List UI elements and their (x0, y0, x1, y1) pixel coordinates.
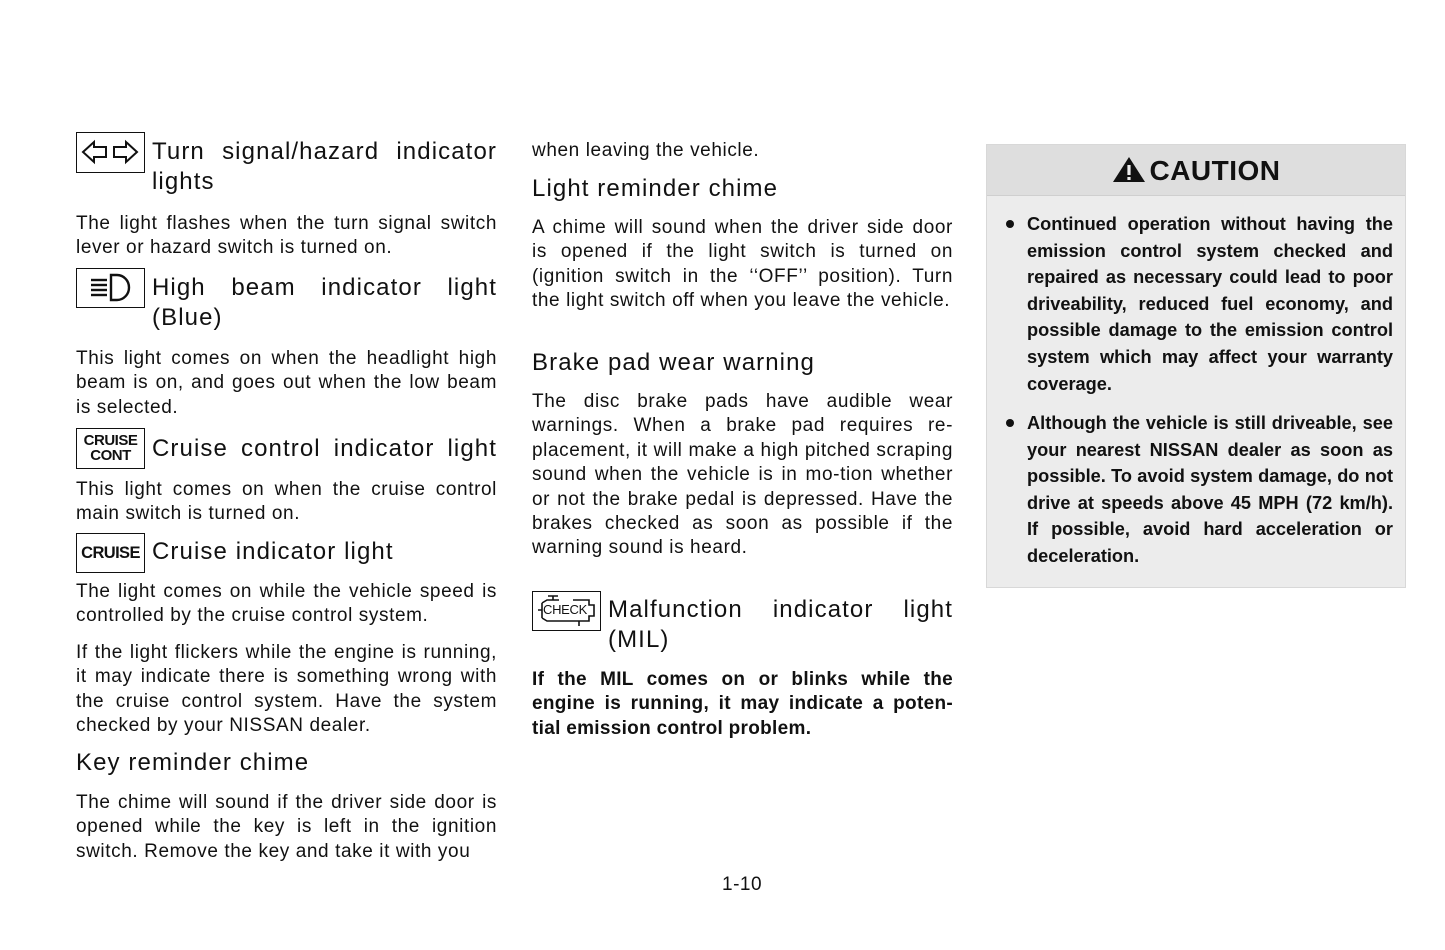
key-reminder-body: The chime will sound if the driver side door is opened while the key is left in the ignition switch. Remove the key and take it with you (76, 792, 497, 862)
turn-signal-arrows-icon (76, 132, 145, 173)
light-reminder-heading: Light reminder chime (532, 175, 779, 202)
cruise-body-1: The light comes on while the vehicle speed is controlled by the cruise control system. (76, 581, 497, 627)
warning-triangle-icon (1111, 148, 1147, 200)
cruise-body-2: If the light flickers while the engine is running, it may indicate there is something wrong with the cruise control system. Have the system checked by your NISSAN dealer. (76, 642, 497, 737)
caution-header (987, 145, 1405, 196)
cruise-control-icon-top: CRUISE (83, 432, 138, 449)
caution-bullet-2-text: Although the vehicle is still driveable, see your nearest NISSAN dealer as soon as possible. To avoid system damage, do not drive at speeds above 45 MPH (72 km/h). If possible, avoid hard acceleration or deceleration. (1027, 413, 1393, 566)
cruise-control-heading: Cruise control indicator light (152, 435, 497, 462)
bullet-dot-icon (1006, 419, 1014, 427)
cruise-control-icon-bottom: CONT (90, 447, 131, 464)
bullet-dot-icon (1006, 220, 1014, 228)
cruise-control-body: This light comes on when the cruise control main switch is turned on. (76, 479, 497, 525)
caution-box (986, 144, 1406, 588)
turn-signal-heading: Turn signal/hazard indicator (152, 138, 497, 165)
cruise-control-icon (76, 428, 145, 469)
mil-heading: Malfunction indicator light (608, 596, 953, 623)
mil-heading-line2: (MIL) (608, 626, 670, 653)
mil-body: If the MIL comes on or blinks while the engine is running, it may indicate a poten-tial emission control problem. (532, 669, 953, 739)
high-beam-heading: High beam indicator light (152, 274, 497, 301)
cruise-heading: Cruise indicator light (152, 538, 394, 565)
cruise-icon-text: CRUISE (81, 544, 140, 562)
light-reminder-body: A chime will sound when the driver side door is opened if the light switch is turned on (ignition switch in the ‘‘OFF’’ position). Turn the light switch off when you leave the vehicle. (532, 217, 953, 312)
cruise-icon (76, 533, 145, 573)
caution-title: CAUTION (1149, 155, 1281, 186)
page-number: 1-10 (722, 874, 763, 895)
brake-pad-heading: Brake pad wear warning (532, 349, 816, 376)
continued-text: when leaving the vehicle. (532, 140, 760, 161)
turn-signal-body: The light flashes when the turn signal switch lever or hazard switch is turned on. (76, 213, 497, 259)
caution-bullet-1-text: Continued operation without having the emission control system checked and repaired as necessary could lead to poor driveability, reduced fuel economy, and possible damage to the emission control system which may affect your warranty coverage. (1027, 214, 1393, 394)
high-beam-icon (76, 268, 145, 308)
key-reminder-heading: Key reminder chime (76, 749, 310, 776)
high-beam-heading-line2: (Blue) (152, 304, 223, 331)
check-engine-icon-text: CHECK (543, 602, 588, 617)
check-engine-icon (532, 591, 601, 631)
turn-signal-heading-line2: lights (152, 168, 215, 195)
caution-bullet-2 (1027, 410, 1393, 570)
caution-bullet-1 (1027, 211, 1393, 397)
high-beam-body: This light comes on when the headlight high beam is on, and goes out when the low beam is selected. (76, 348, 497, 418)
brake-pad-body: The disc brake pads have audible wear warnings. When a brake pad requires re-placement, it will make a high pitched scraping sound when the vehicle is in mo-tion whether or not the brake pedal is depressed. Have the brakes checked as soon as possible if the warning sound is heard. (532, 391, 953, 559)
